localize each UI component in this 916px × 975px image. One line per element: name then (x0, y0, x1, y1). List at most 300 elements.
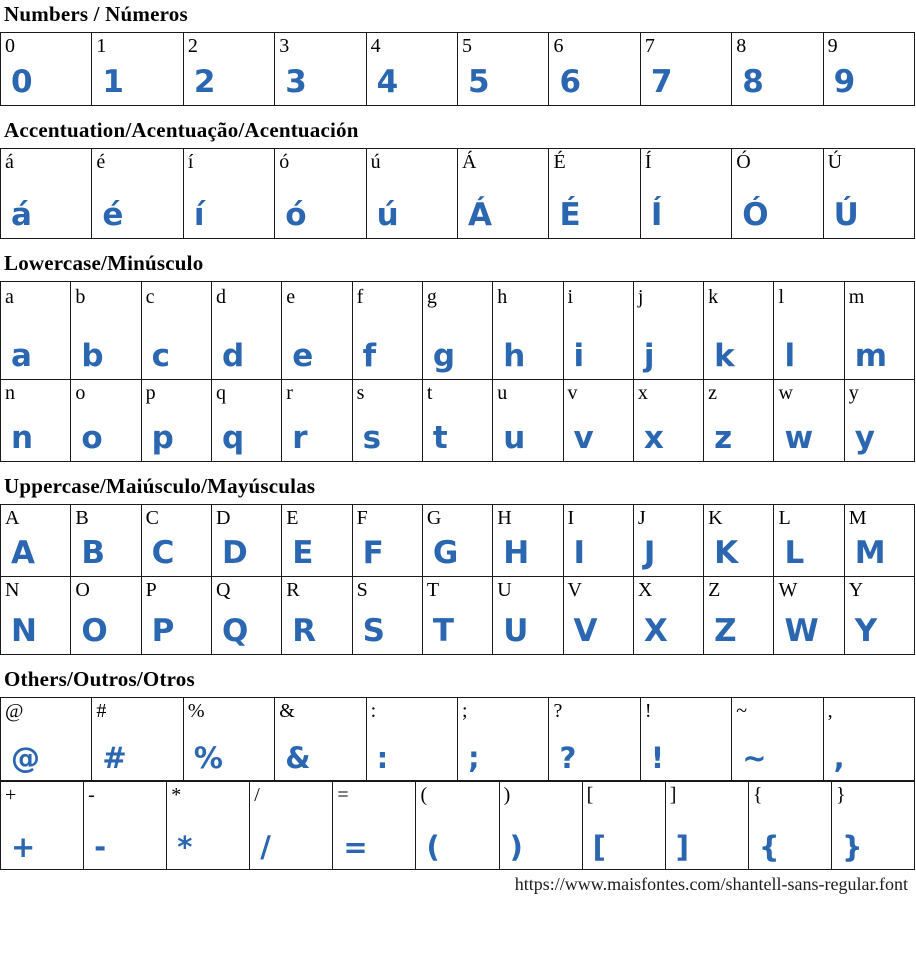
reference-character: 0 (5, 35, 15, 57)
reference-character: p (145, 382, 156, 404)
font-sample-character: + (11, 830, 36, 864)
font-sample-character: W (784, 613, 819, 649)
font-sample-character: d (221, 338, 245, 374)
glyph-cell (142, 577, 212, 655)
reference-character: ; (462, 700, 468, 722)
font-sample-character: 2 (193, 64, 216, 100)
accentuation-glyph-table (0, 148, 915, 239)
reference-character: ) (503, 784, 511, 806)
glyph-cell (142, 282, 212, 380)
font-sample-character: F (362, 535, 384, 571)
font-sample-character: 3 (285, 64, 307, 100)
glyph-cell (774, 380, 844, 462)
reference-character: J (637, 507, 646, 529)
others-glyph-table-symbols (0, 697, 915, 781)
reference-character: = (337, 784, 349, 806)
glyph-cell (333, 782, 416, 870)
glyph-cell (641, 33, 732, 106)
glyph-cell (367, 33, 458, 106)
reference-character: t (426, 382, 433, 404)
reference-character: É (553, 151, 566, 173)
reference-character: U (497, 579, 512, 601)
glyph-cell (367, 698, 458, 781)
glyph-cell (634, 577, 704, 655)
reference-character: d (215, 286, 226, 308)
glyph-cell (184, 33, 275, 106)
glyph-row (1, 282, 915, 380)
glyph-cell (71, 505, 141, 577)
reference-character: + (5, 784, 17, 806)
font-sample-character: é (102, 197, 124, 233)
font-sample-character: É (559, 197, 581, 233)
glyph-cell (184, 149, 275, 239)
glyph-cell (493, 577, 563, 655)
glyph-cell (367, 149, 458, 239)
font-sample-character: 9 (833, 64, 856, 100)
glyph-cell (549, 149, 640, 239)
font-sample-character: i (573, 338, 585, 374)
glyph-row (1, 149, 915, 239)
font-sample-character: l (784, 338, 796, 374)
reference-character: 3 (279, 35, 290, 57)
reference-character: Ó (736, 151, 751, 173)
font-sample-character: E (292, 535, 314, 571)
glyph-cell (824, 698, 915, 781)
font-sample-character: ú (376, 197, 399, 233)
font-sample-character: v (573, 420, 594, 456)
glyph-cell (774, 505, 844, 577)
numbers-section-title: Numbers / Números (4, 2, 188, 26)
reference-character: # (96, 700, 107, 722)
reference-character: í (187, 151, 194, 173)
glyph-cell (1, 782, 84, 870)
glyph-row (1, 505, 915, 577)
glyph-cell (212, 282, 282, 380)
font-sample-character: Ú (833, 197, 859, 233)
font-sample-character: A (11, 535, 35, 571)
glyph-cell (774, 577, 844, 655)
reference-character: e (286, 286, 296, 308)
glyph-row (1, 380, 915, 462)
font-sample-character: H (503, 535, 530, 571)
font-sample-character: @ (11, 741, 40, 775)
font-sample-character: { (758, 830, 780, 864)
glyph-cell (458, 698, 549, 781)
glyph-cell (71, 577, 141, 655)
font-sample-character: ) (509, 830, 523, 864)
font-sample-character: - (94, 830, 107, 864)
font-sample-character: Q (221, 613, 249, 649)
glyph-cell (92, 33, 183, 106)
glyph-cell (353, 505, 423, 577)
font-sample-character: 4 (376, 64, 399, 100)
glyph-row (1, 782, 915, 870)
font-sample-character: # (102, 741, 127, 775)
glyph-cell (84, 782, 167, 870)
reference-character: 2 (187, 35, 198, 57)
font-sample-character: V (573, 613, 598, 649)
reference-character: [ (586, 784, 594, 806)
glyph-cell (71, 282, 141, 380)
uppercase-section-title: Uppercase/Maiúsculo/Mayúsculas (4, 474, 316, 498)
reference-character: - (88, 784, 95, 806)
reference-character: % (187, 700, 205, 722)
reference-character: ! (644, 700, 652, 722)
glyph-row (1, 33, 915, 106)
font-sample-character: m (854, 338, 888, 374)
reference-character: a (5, 286, 14, 308)
reference-character: r (286, 382, 293, 404)
glyph-cell (458, 33, 549, 106)
section-others (0, 667, 916, 870)
reference-character: @ (5, 700, 24, 722)
font-sample-character: , (833, 741, 845, 775)
font-sample-character: R (292, 613, 317, 649)
reference-character: P (145, 579, 157, 601)
glyph-cell (641, 149, 732, 239)
glyph-cell (458, 149, 549, 239)
glyph-cell (774, 282, 844, 380)
reference-character: h (497, 286, 508, 308)
font-sample-character: Y (854, 613, 878, 649)
font-sample-character: y (854, 420, 875, 456)
font-sample-character: x (643, 420, 664, 456)
font-sample-character: s (362, 420, 382, 456)
font-sample-character: L (784, 535, 805, 571)
glyph-cell (564, 577, 634, 655)
reference-character: G (426, 507, 442, 529)
glyph-cell (71, 380, 141, 462)
reference-character: R (286, 579, 300, 601)
glyph-cell (583, 782, 666, 870)
reference-character: 8 (736, 35, 747, 57)
reference-character: c (145, 286, 155, 308)
font-sample-character: ] (675, 830, 690, 864)
font-sample-character: z (714, 420, 733, 456)
font-sample-character: í (193, 197, 205, 233)
reference-character: f (356, 286, 364, 308)
glyph-cell (749, 782, 832, 870)
reference-character: o (75, 382, 86, 404)
font-sample-character: ~ (742, 741, 767, 775)
glyph-cell (549, 698, 640, 781)
reference-character: , (827, 700, 833, 722)
reference-character: ( (420, 784, 428, 806)
font-sample-character: Í (650, 197, 663, 233)
lowercase-section-title: Lowercase/Minúsculo (4, 251, 204, 275)
font-sample-character: } (841, 830, 863, 864)
glyph-cell (423, 505, 493, 577)
reference-character: s (356, 382, 365, 404)
font-sample-character: k (714, 338, 735, 374)
glyph-cell (353, 282, 423, 380)
reference-character: X (637, 579, 653, 601)
reference-character: g (426, 286, 437, 308)
font-sample-character: X (643, 613, 668, 649)
glyph-cell (704, 577, 774, 655)
glyph-cell (634, 380, 704, 462)
font-sample-character: U (503, 613, 529, 649)
lowercase-glyph-table (0, 281, 915, 462)
glyph-cell (493, 380, 563, 462)
glyph-cell (282, 282, 352, 380)
reference-character: 9 (827, 35, 838, 57)
reference-character: ó (279, 151, 290, 173)
reference-character: q (215, 382, 226, 404)
others-section-title: Others/Outros/Otros (4, 667, 195, 691)
glyph-cell (212, 380, 282, 462)
glyph-cell (1, 380, 71, 462)
font-sample-character: : (376, 741, 389, 775)
reference-character: 7 (644, 35, 655, 57)
glyph-cell (250, 782, 333, 870)
glyph-cell (416, 782, 499, 870)
font-sample-character: & (285, 741, 311, 775)
reference-character: V (567, 579, 582, 601)
glyph-cell (423, 282, 493, 380)
section-uppercase (0, 474, 916, 655)
reference-character: Í (644, 151, 652, 173)
glyph-cell (275, 33, 366, 106)
reference-character: M (848, 507, 867, 529)
font-sample-character: r (292, 420, 308, 456)
glyph-cell (212, 505, 282, 577)
font-sample-character: J (643, 535, 656, 571)
reference-character: Y (848, 579, 864, 601)
font-sample-character: Z (714, 613, 737, 649)
reference-character: L (778, 507, 791, 529)
font-sample-character: h (503, 338, 526, 374)
reference-character: { (752, 784, 763, 806)
font-sample-character: 0 (11, 64, 33, 100)
glyph-cell (564, 380, 634, 462)
glyph-cell (704, 380, 774, 462)
glyph-cell (493, 505, 563, 577)
glyph-row (1, 577, 915, 655)
glyph-cell (423, 380, 493, 462)
reference-character: j (637, 286, 644, 308)
reference-character: } (835, 784, 846, 806)
font-sample-character: g (432, 338, 456, 374)
reference-character: K (708, 507, 723, 529)
glyph-cell (641, 698, 732, 781)
font-sample-character: 6 (559, 64, 582, 100)
reference-character: v (567, 382, 578, 404)
reference-character: b (75, 286, 86, 308)
glyph-cell (1, 698, 92, 781)
glyph-cell (845, 577, 915, 655)
font-sample-character: O (81, 613, 108, 649)
glyph-row (1, 698, 915, 781)
reference-character: Ú (827, 151, 843, 173)
glyph-cell (282, 505, 352, 577)
font-sample-character: t (432, 420, 448, 456)
font-sample-character: 8 (742, 64, 764, 100)
font-sample-character: ? (559, 741, 577, 775)
font-sample-character: G (432, 535, 459, 571)
font-sample-character: u (503, 420, 526, 456)
reference-character: k (708, 286, 719, 308)
reference-character: 5 (462, 35, 473, 57)
font-sample-character: n (11, 420, 34, 456)
font-sample-character: P (151, 613, 175, 649)
font-sample-character: [ (592, 830, 606, 864)
reference-character: n (5, 382, 15, 404)
reference-character: y (848, 382, 859, 404)
glyph-cell (353, 380, 423, 462)
glyph-cell (845, 282, 915, 380)
font-sample-character: b (81, 338, 104, 374)
glyph-cell (634, 282, 704, 380)
glyph-cell (549, 33, 640, 106)
glyph-cell (212, 577, 282, 655)
glyph-cell (142, 380, 212, 462)
reference-character: é (96, 151, 106, 173)
font-sample-character: ó (285, 197, 307, 233)
font-sample-character: 7 (650, 64, 673, 100)
font-sample-character: ; (468, 741, 480, 775)
section-accentuation (0, 118, 916, 239)
reference-character: á (5, 151, 14, 173)
glyph-cell (732, 698, 823, 781)
reference-character: F (356, 507, 368, 529)
font-sample-character: D (221, 535, 248, 571)
reference-character: N (5, 579, 20, 601)
font-sample-character: T (432, 613, 455, 649)
glyph-cell (1, 33, 92, 106)
glyph-cell (184, 698, 275, 781)
glyph-cell (275, 149, 366, 239)
font-sample-character: o (81, 420, 103, 456)
reference-character: T (426, 579, 440, 601)
glyph-cell (500, 782, 583, 870)
glyph-cell (832, 782, 915, 870)
font-sample-character: p (151, 420, 174, 456)
font-sample-character: % (193, 741, 223, 775)
font-sample-character: K (714, 535, 739, 571)
glyph-cell (1, 149, 92, 239)
reference-character: l (778, 286, 784, 308)
section-numbers (0, 2, 916, 106)
reference-character: O (75, 579, 90, 601)
font-sample-character: á (11, 197, 32, 233)
reference-character: ~ (736, 700, 748, 722)
reference-character: B (75, 507, 89, 529)
reference-character: / (254, 784, 260, 806)
glyph-cell (666, 782, 749, 870)
reference-character: i (567, 286, 574, 308)
reference-character: u (497, 382, 508, 404)
font-sample-character: S (362, 613, 385, 649)
reference-character: m (848, 286, 865, 308)
glyph-cell (1, 282, 71, 380)
glyph-cell (1, 577, 71, 655)
glyph-cell (732, 33, 823, 106)
reference-character: W (778, 579, 798, 601)
reference-character: S (356, 579, 368, 601)
reference-character: ? (553, 700, 563, 722)
glyph-cell (493, 282, 563, 380)
font-sample-character: B (81, 535, 105, 571)
reference-character: C (145, 507, 159, 529)
font-sample-character: e (292, 338, 314, 374)
font-sample-character: j (643, 338, 655, 374)
reference-character: A (5, 507, 20, 529)
reference-character: z (708, 382, 718, 404)
reference-character: x (637, 382, 648, 404)
font-sample-character: ! (650, 741, 665, 775)
glyph-cell (282, 577, 352, 655)
font-sample-character: 1 (102, 64, 124, 100)
glyph-cell (564, 505, 634, 577)
glyph-cell (275, 698, 366, 781)
font-sample-character: w (784, 420, 814, 456)
reference-character: 6 (553, 35, 564, 57)
font-sample-character: = (343, 830, 368, 864)
section-lowercase (0, 251, 916, 462)
glyph-cell (634, 505, 704, 577)
reference-character: : (370, 700, 377, 722)
font-sample-character: N (11, 613, 37, 649)
reference-character: 4 (370, 35, 381, 57)
font-sample-character: C (151, 535, 175, 571)
numbers-glyph-table (0, 32, 915, 106)
glyph-cell (704, 282, 774, 380)
font-sample-character: Á (468, 197, 493, 233)
glyph-cell (824, 149, 915, 239)
reference-character: w (778, 382, 793, 404)
reference-character: E (286, 507, 299, 529)
glyph-cell (824, 33, 915, 106)
glyph-cell (845, 380, 915, 462)
source-url: https://www.maisfontes.com/shantell-sans-regular.font (514, 874, 908, 894)
glyph-cell (282, 380, 352, 462)
glyph-cell (92, 698, 183, 781)
font-sample-character: I (573, 535, 586, 571)
glyph-cell (167, 782, 250, 870)
font-sample-character: Ó (742, 197, 769, 233)
reference-character: ] (669, 784, 677, 806)
glyph-cell (564, 282, 634, 380)
glyph-cell (1, 505, 71, 577)
others-glyph-table-operators (0, 781, 915, 870)
reference-character: * (171, 784, 182, 806)
reference-character: & (279, 700, 295, 722)
glyph-cell (423, 577, 493, 655)
glyph-cell (353, 577, 423, 655)
reference-character: Á (462, 151, 477, 173)
reference-character: Q (215, 579, 231, 601)
glyph-cell (92, 149, 183, 239)
reference-character: Z (708, 579, 721, 601)
font-sample-character: * (177, 830, 193, 864)
reference-character: I (567, 507, 575, 529)
glyph-cell (732, 149, 823, 239)
uppercase-glyph-table (0, 504, 915, 655)
font-sample-character: M (854, 535, 886, 571)
glyph-cell (845, 505, 915, 577)
reference-character: ú (370, 151, 381, 173)
reference-character: H (497, 507, 512, 529)
font-sample-character: / (260, 830, 271, 864)
reference-character: 1 (96, 35, 107, 57)
reference-character: D (215, 507, 231, 529)
glyph-cell (704, 505, 774, 577)
font-sample-character: 5 (468, 64, 490, 100)
glyph-cell (142, 505, 212, 577)
accentuation-section-title: Accentuation/Acentuação/Acentuación (4, 118, 359, 142)
font-sample-character: a (11, 338, 32, 374)
